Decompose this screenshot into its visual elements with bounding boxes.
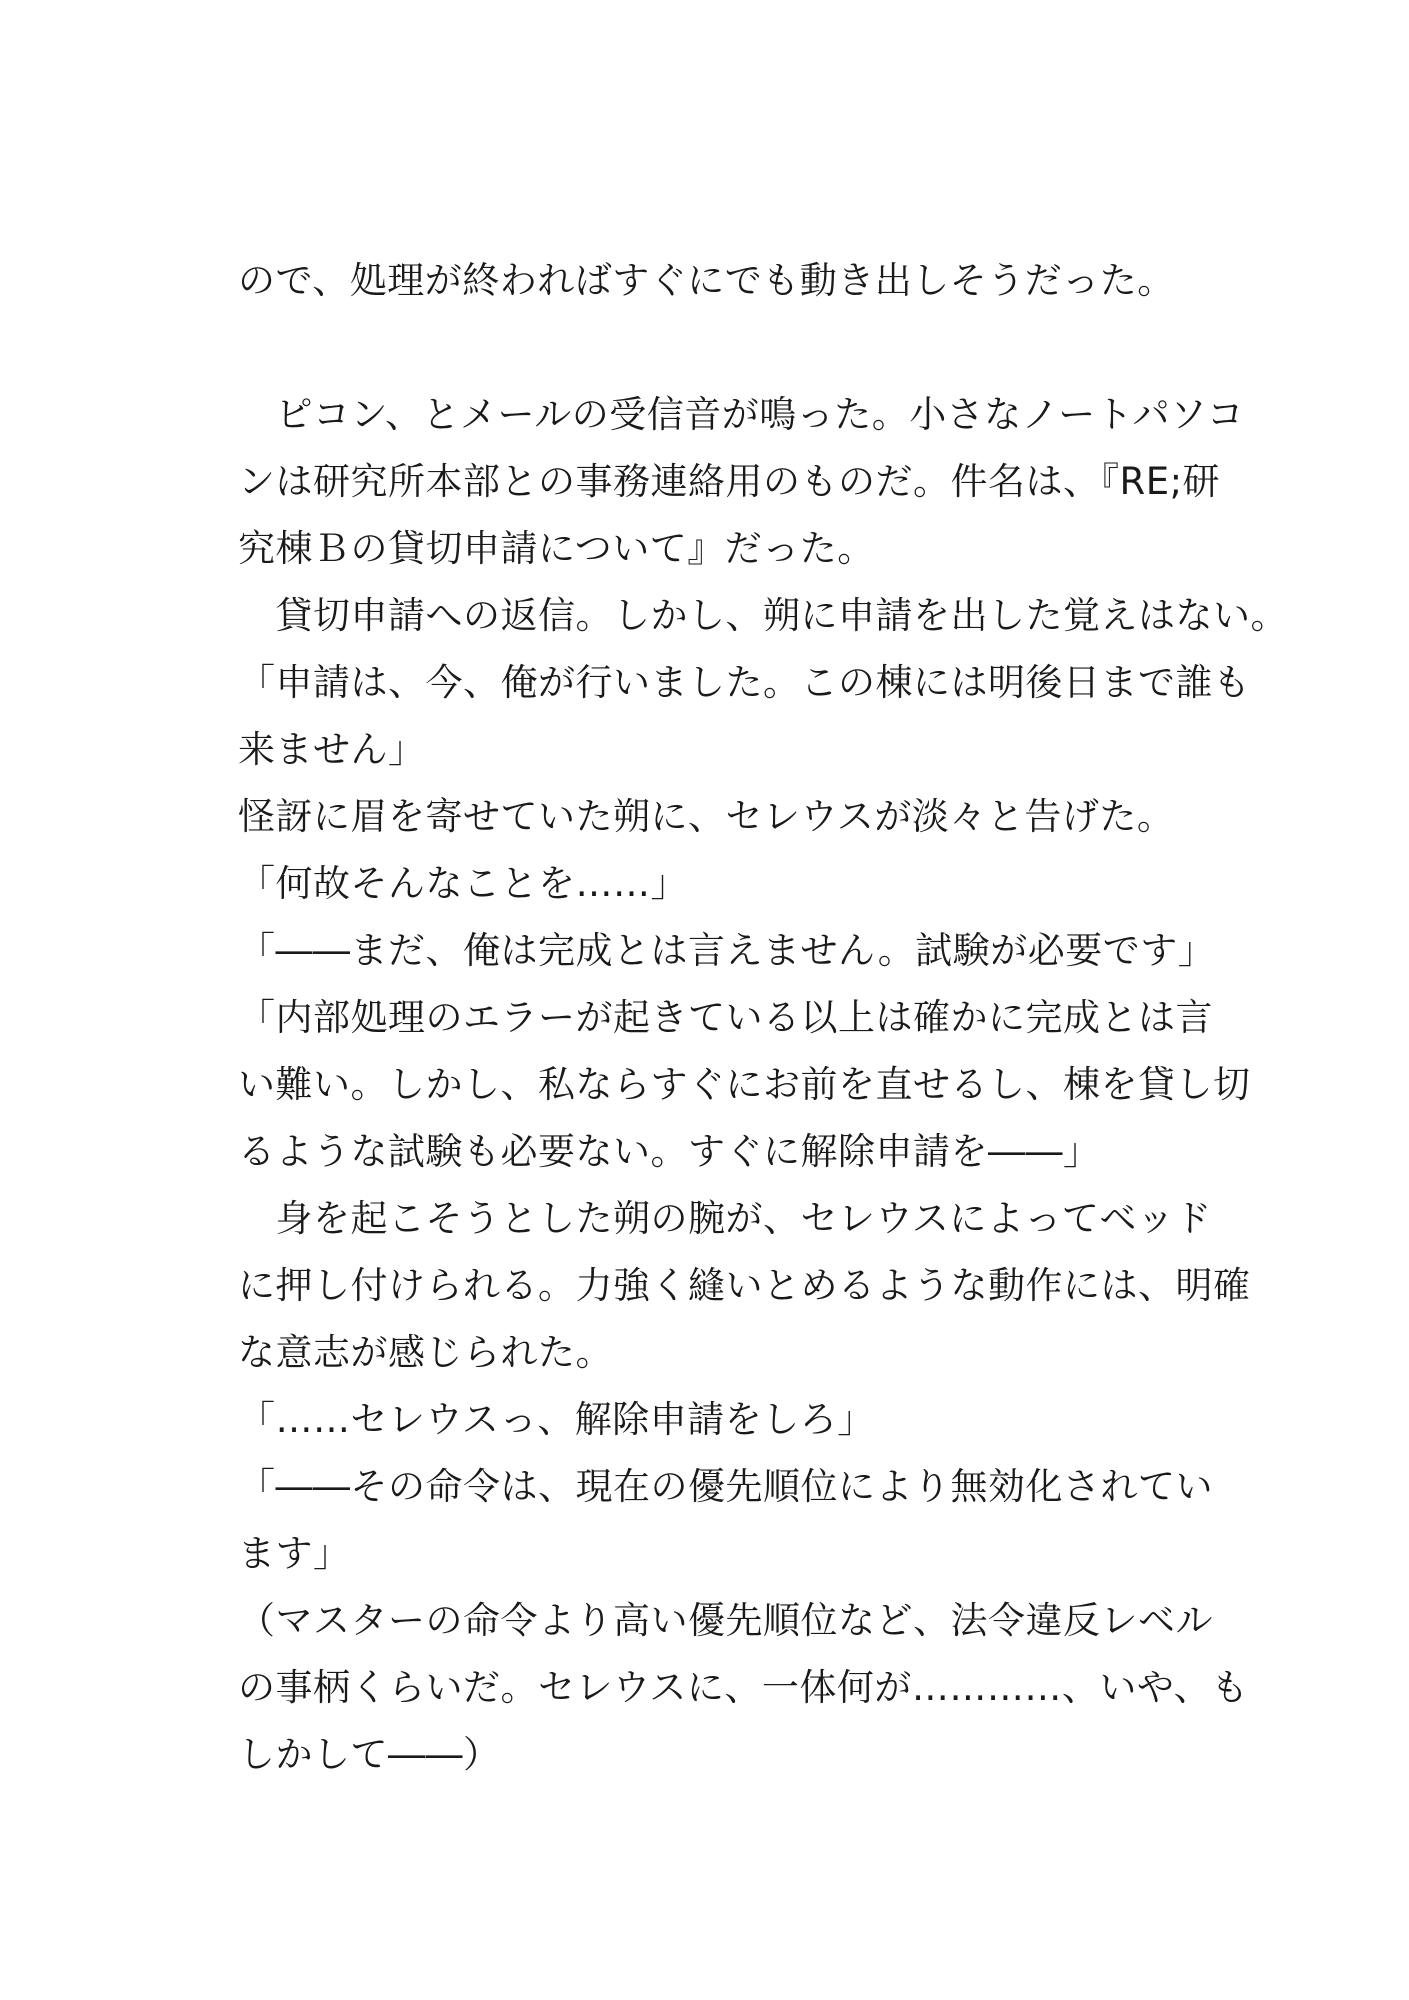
text-line: 「申請は、今、俺が行いました。この棟には明後日まで誰も	[238, 661, 1251, 704]
text-line: 怪訝に眉を寄せていた朔に、セレウスが淡々と告げた。	[238, 795, 1175, 838]
text-line: （マスターの命令より高い優先順位など、法令違反レベル	[238, 1599, 1213, 1642]
blank-line	[238, 314, 1198, 381]
text-line: 身を起こそうとした朔の腕が、セレウスによってベッド	[238, 1197, 1212, 1240]
text-line: 「――その命令は、現在の優先順位により無効化されてい	[238, 1465, 1213, 1508]
text-line: に押し付けられる。力強く縫いとめるような動作には、明確	[238, 1264, 1251, 1307]
body-text	[238, 247, 1288, 1788]
text-line: ので、処理が終わればすぐにでも動き出しそうだった。	[238, 259, 1175, 302]
text-line: 「……セレウスっ、解除申請をしろ」	[238, 1398, 875, 1441]
text-line: るような試験も必要ない。すぐに解除申請を――」	[238, 1130, 1101, 1173]
text-line: しかして――）	[238, 1733, 501, 1776]
text-line: ンは研究所本部との事務連絡用のものだ。件名は、『RE;研	[238, 460, 1221, 503]
text-line: 「何故そんなことを……」	[238, 862, 688, 905]
text-line: 「内部処理のエラーが起きている以上は確かに完成とは言	[238, 996, 1213, 1039]
text-line: 「――まだ、俺は完成とは言えません。試験が必要です」	[238, 929, 1216, 972]
text-line: い難い。しかし、私ならすぐにお前を直せるし、棟を貸し切	[238, 1063, 1251, 1106]
text-line: 究棟Ｂの貸切申請について』だった。	[238, 527, 875, 570]
text-line: ます」	[238, 1532, 351, 1575]
text-line: な意志が感じられた。	[238, 1331, 613, 1374]
text-line: ピコン、とメールの受信音が鳴った。小さなノートパソコ	[238, 393, 1245, 436]
text-line: の事柄くらいだ。セレウスに、一体何が…………、いや、も	[238, 1666, 1249, 1709]
text-line: 貸切申請への返信。しかし、朔に申請を出した覚えはない。	[238, 594, 1288, 637]
text-line: 来ません」	[238, 728, 426, 771]
